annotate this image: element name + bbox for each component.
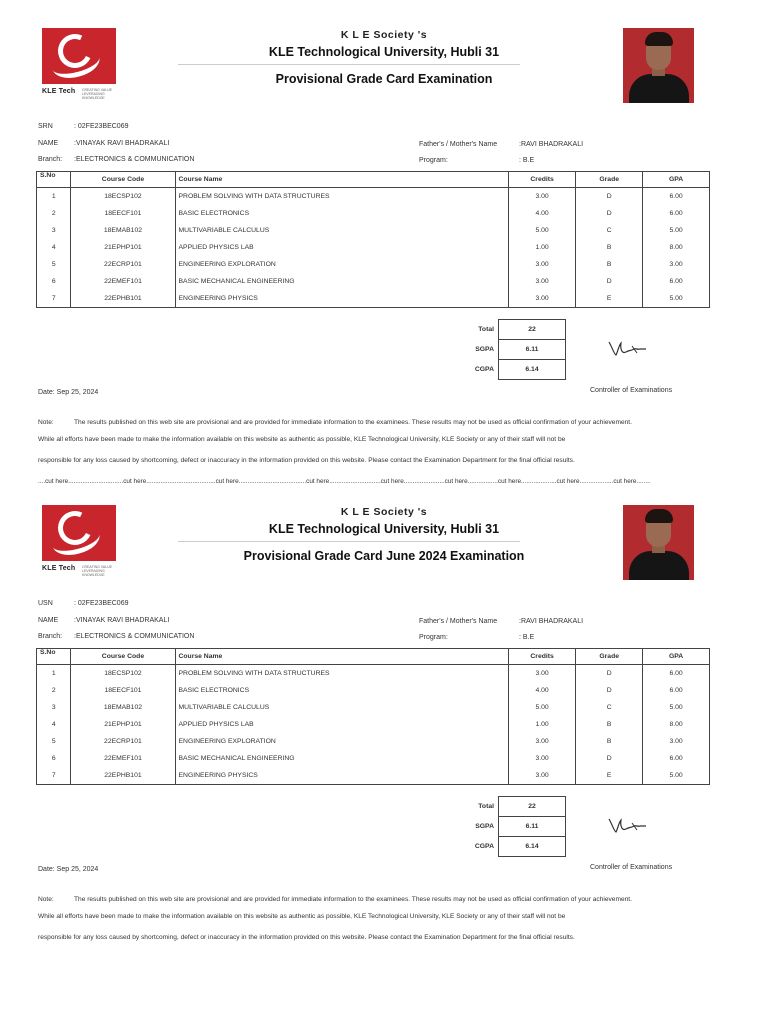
cell-grade: C [576, 699, 643, 716]
cell-code: 18ECSP102 [71, 188, 175, 206]
table-row [37, 767, 710, 785]
cell-credits: 1.00 [509, 716, 576, 733]
cell-name: PROBLEM SOLVING WITH DATA STRUCTURES [175, 188, 509, 206]
header-sno: S.No [37, 649, 71, 665]
header-grade: Grade [576, 649, 643, 665]
parent-label: Father's / Mother's Name [419, 141, 498, 148]
cell-credits: 3.00 [509, 750, 576, 767]
cell-credits: 4.00 [509, 205, 576, 222]
cell-gpa: 6.00 [643, 665, 710, 683]
cell-gpa: 8.00 [643, 239, 710, 256]
cell-gpa: 5.00 [643, 290, 710, 308]
grade-card-1 [0, 0, 768, 470]
cell-credits: 3.00 [509, 733, 576, 750]
university-name: KLE Technological University, Hubli 31 [268, 522, 500, 536]
cell-credits: 3.00 [509, 767, 576, 785]
program-value: : B.E [519, 634, 535, 641]
name-value: :VINAYAK RAVI BHADRAKALI [74, 617, 170, 624]
parent-value: :RAVI BHADRAKALI [519, 618, 584, 625]
cell-name: BASIC ELECTRONICS [175, 205, 509, 222]
cell-gpa: 3.00 [643, 256, 710, 273]
header-divider [178, 541, 520, 542]
cell-sno: 4 [37, 716, 71, 733]
header-sno: S.No [37, 172, 71, 188]
header-credits: Credits [509, 649, 576, 665]
logo-tagline: CREATING VALUE LEVERAGING KNOWLEDGE [82, 88, 113, 100]
cell-credits: 5.00 [509, 222, 576, 239]
table-row [37, 290, 710, 308]
header-gpa: GPA [643, 649, 710, 665]
cell-grade: B [576, 733, 643, 750]
name-value: :VINAYAK RAVI BHADRAKALI [74, 140, 170, 147]
cgpa-label: CGPA [474, 366, 494, 373]
cell-code: 22ECRP101 [71, 733, 175, 750]
cell-gpa: 6.00 [643, 273, 710, 290]
cell-sno: 2 [37, 205, 71, 222]
cell-name: BASIC MECHANICAL ENGINEERING [175, 273, 509, 290]
cgpa-label: CGPA [474, 843, 494, 850]
grades-table [36, 171, 710, 308]
cell-gpa: 6.00 [643, 750, 710, 767]
note-text-1: The results published on this web site are provisional and are provided for immediate information to the examinees. These results may not be used as official confirmation of your achievement. [74, 896, 632, 903]
total-label: Total [478, 326, 494, 333]
controller-label: Controller of Examinations [590, 387, 673, 394]
cell-credits: 4.00 [509, 682, 576, 699]
table-row [37, 682, 710, 699]
totals-table [433, 319, 566, 380]
student-photo [623, 28, 694, 103]
cell-code: 18EECF101 [71, 682, 175, 699]
cell-credits: 3.00 [509, 665, 576, 683]
table-row [37, 716, 710, 733]
controller-signature [606, 337, 650, 359]
cell-credits: 5.00 [509, 699, 576, 716]
cell-sno: 6 [37, 273, 71, 290]
note-line-1 [38, 419, 738, 426]
header-course-name: Course Name [175, 172, 509, 188]
total-value: 22 [499, 797, 566, 817]
cell-grade: B [576, 256, 643, 273]
cell-grade: B [576, 716, 643, 733]
id-label: USN [38, 600, 53, 607]
exam-title: Provisional Grade Card June 2024 Examination [243, 549, 525, 563]
cell-grade: E [576, 290, 643, 308]
cell-grade: D [576, 665, 643, 683]
cell-name: APPLIED PHYSICS LAB [175, 239, 509, 256]
branch-value: :ELECTRONICS & COMMUNICATION [74, 633, 195, 640]
table-row [37, 665, 710, 683]
id-label: SRN [38, 123, 53, 130]
cgpa-value: 6.14 [499, 837, 566, 857]
grade-card-2 [0, 477, 768, 947]
cell-sno: 5 [37, 733, 71, 750]
name-label: NAME [38, 140, 59, 147]
sgpa-value: 6.11 [499, 817, 566, 837]
table-row [37, 699, 710, 716]
cell-sno: 3 [37, 699, 71, 716]
issue-date: Date: Sep 25, 2024 [38, 866, 99, 873]
cell-gpa: 5.00 [643, 222, 710, 239]
cell-name: MULTIVARIABLE CALCULUS [175, 222, 509, 239]
cell-grade: C [576, 222, 643, 239]
cell-name: ENGINEERING EXPLORATION [175, 256, 509, 273]
header-course-code: Course Code [71, 172, 175, 188]
table-row [37, 256, 710, 273]
cell-code: 21EPHP101 [71, 716, 175, 733]
name-label: NAME [38, 617, 59, 624]
cell-credits: 3.00 [509, 256, 576, 273]
header-grade: Grade [576, 172, 643, 188]
cell-sno: 4 [37, 239, 71, 256]
header-divider [178, 64, 520, 65]
cell-sno: 1 [37, 188, 71, 206]
cell-code: 22EPHB101 [71, 290, 175, 308]
cell-name: ENGINEERING EXPLORATION [175, 733, 509, 750]
cell-code: 22ECRP101 [71, 256, 175, 273]
society-name: K L E Society 's [340, 506, 428, 518]
branch-label: Branch: [38, 156, 63, 163]
table-row [37, 222, 710, 239]
table-row [37, 733, 710, 750]
exam-title: Provisional Grade Card Examination [275, 72, 493, 86]
note-text-1: The results published on this web site are provisional and are provided for immediate information to the examinees. These results may not be used as official confirmation of your achievement. [74, 419, 632, 426]
sgpa-label: SGPA [475, 823, 494, 830]
cell-sno: 6 [37, 750, 71, 767]
cell-credits: 3.00 [509, 273, 576, 290]
parent-label: Father's / Mother's Name [419, 618, 498, 625]
cell-gpa: 6.00 [643, 188, 710, 206]
cell-gpa: 5.00 [643, 699, 710, 716]
cell-sno: 7 [37, 767, 71, 785]
header-credits: Credits [509, 172, 576, 188]
sgpa-label: SGPA [475, 346, 494, 353]
controller-signature [606, 814, 650, 836]
note-text-3: responsible for any loss caused by shortcoming, defect or inaccuracy in the information provided on this website. Please contact the Examination Department for the final official results. [38, 934, 575, 941]
header-course-code: Course Code [71, 649, 175, 665]
student-photo [623, 505, 694, 580]
table-row [37, 188, 710, 206]
cell-gpa: 6.00 [643, 682, 710, 699]
branch-value: :ELECTRONICS & COMMUNICATION [74, 156, 195, 163]
totals-table [433, 796, 566, 857]
cell-name: APPLIED PHYSICS LAB [175, 716, 509, 733]
logo-name: KLE Tech [42, 565, 76, 572]
cell-grade: D [576, 682, 643, 699]
cell-gpa: 5.00 [643, 767, 710, 785]
cell-sno: 2 [37, 682, 71, 699]
cell-grade: E [576, 767, 643, 785]
cell-code: 18EECF101 [71, 205, 175, 222]
logo-name: KLE Tech [42, 88, 76, 95]
table-row [37, 205, 710, 222]
cell-name: PROBLEM SOLVING WITH DATA STRUCTURES [175, 665, 509, 683]
table-row [37, 273, 710, 290]
cell-name: MULTIVARIABLE CALCULUS [175, 699, 509, 716]
program-label: Program: [419, 157, 448, 164]
note-line-1 [38, 896, 738, 903]
controller-label: Controller of Examinations [590, 864, 673, 871]
cell-credits: 3.00 [509, 188, 576, 206]
note-label: Note: [38, 896, 54, 903]
issue-date: Date: Sep 25, 2024 [38, 389, 99, 396]
cell-name: BASIC MECHANICAL ENGINEERING [175, 750, 509, 767]
cell-gpa: 6.00 [643, 205, 710, 222]
cell-code: 22EMEF101 [71, 750, 175, 767]
header-gpa: GPA [643, 172, 710, 188]
cell-gpa: 8.00 [643, 716, 710, 733]
program-label: Program: [419, 634, 448, 641]
society-name: K L E Society 's [340, 29, 428, 41]
cell-name: ENGINEERING PHYSICS [175, 290, 509, 308]
program-value: : B.E [519, 157, 535, 164]
cell-code: 18EMAB102 [71, 699, 175, 716]
cell-credits: 1.00 [509, 239, 576, 256]
table-row [37, 750, 710, 767]
cell-sno: 7 [37, 290, 71, 308]
table-header-row [37, 172, 710, 188]
id-value: : 02FE23BEC069 [74, 123, 129, 130]
total-label: Total [478, 803, 494, 810]
table-row [37, 239, 710, 256]
cell-grade: D [576, 750, 643, 767]
note-text-3: responsible for any loss caused by shortcoming, defect or inaccuracy in the information provided on this website. Please contact the Examination Department for the final official results. [38, 457, 575, 464]
cell-code: 21EPHP101 [71, 239, 175, 256]
header-course-name: Course Name [175, 649, 509, 665]
cell-sno: 5 [37, 256, 71, 273]
sgpa-value: 6.11 [499, 340, 566, 360]
cut-line: ....cut here...............................cut here.......................................cut here......................................cut here.............................cut here.......................cut here.................cut here....................cut here...................cut here........ [38, 478, 651, 485]
cell-grade: D [576, 205, 643, 222]
cell-code: 18ECSP102 [71, 665, 175, 683]
cell-grade: B [576, 239, 643, 256]
note-label: Note: [38, 419, 54, 426]
cell-code: 22EPHB101 [71, 767, 175, 785]
cell-name: ENGINEERING PHYSICS [175, 767, 509, 785]
total-value: 22 [499, 320, 566, 340]
cell-sno: 3 [37, 222, 71, 239]
grades-table [36, 648, 710, 785]
cell-grade: D [576, 273, 643, 290]
cell-gpa: 3.00 [643, 733, 710, 750]
note-text-2: While all efforts have been made to make the information available on this website as authentic as possible, KLE Technological University, KLE Society or any of their staff will not be [38, 436, 566, 443]
cell-sno: 1 [37, 665, 71, 683]
cell-grade: D [576, 188, 643, 206]
note-text-2: While all efforts have been made to make the information available on this website as authentic as possible, KLE Technological University, KLE Society or any of their staff will not be [38, 913, 566, 920]
cell-credits: 3.00 [509, 290, 576, 308]
cell-code: 22EMEF101 [71, 273, 175, 290]
cell-code: 18EMAB102 [71, 222, 175, 239]
parent-value: :RAVI BHADRAKALI [519, 141, 584, 148]
table-header-row [37, 649, 710, 665]
branch-label: Branch: [38, 633, 63, 640]
university-name: KLE Technological University, Hubli 31 [268, 45, 500, 59]
id-value: : 02FE23BEC069 [74, 600, 129, 607]
cell-name: BASIC ELECTRONICS [175, 682, 509, 699]
cgpa-value: 6.14 [499, 360, 566, 380]
logo-tagline: CREATING VALUE LEVERAGING KNOWLEDGE [82, 565, 113, 577]
